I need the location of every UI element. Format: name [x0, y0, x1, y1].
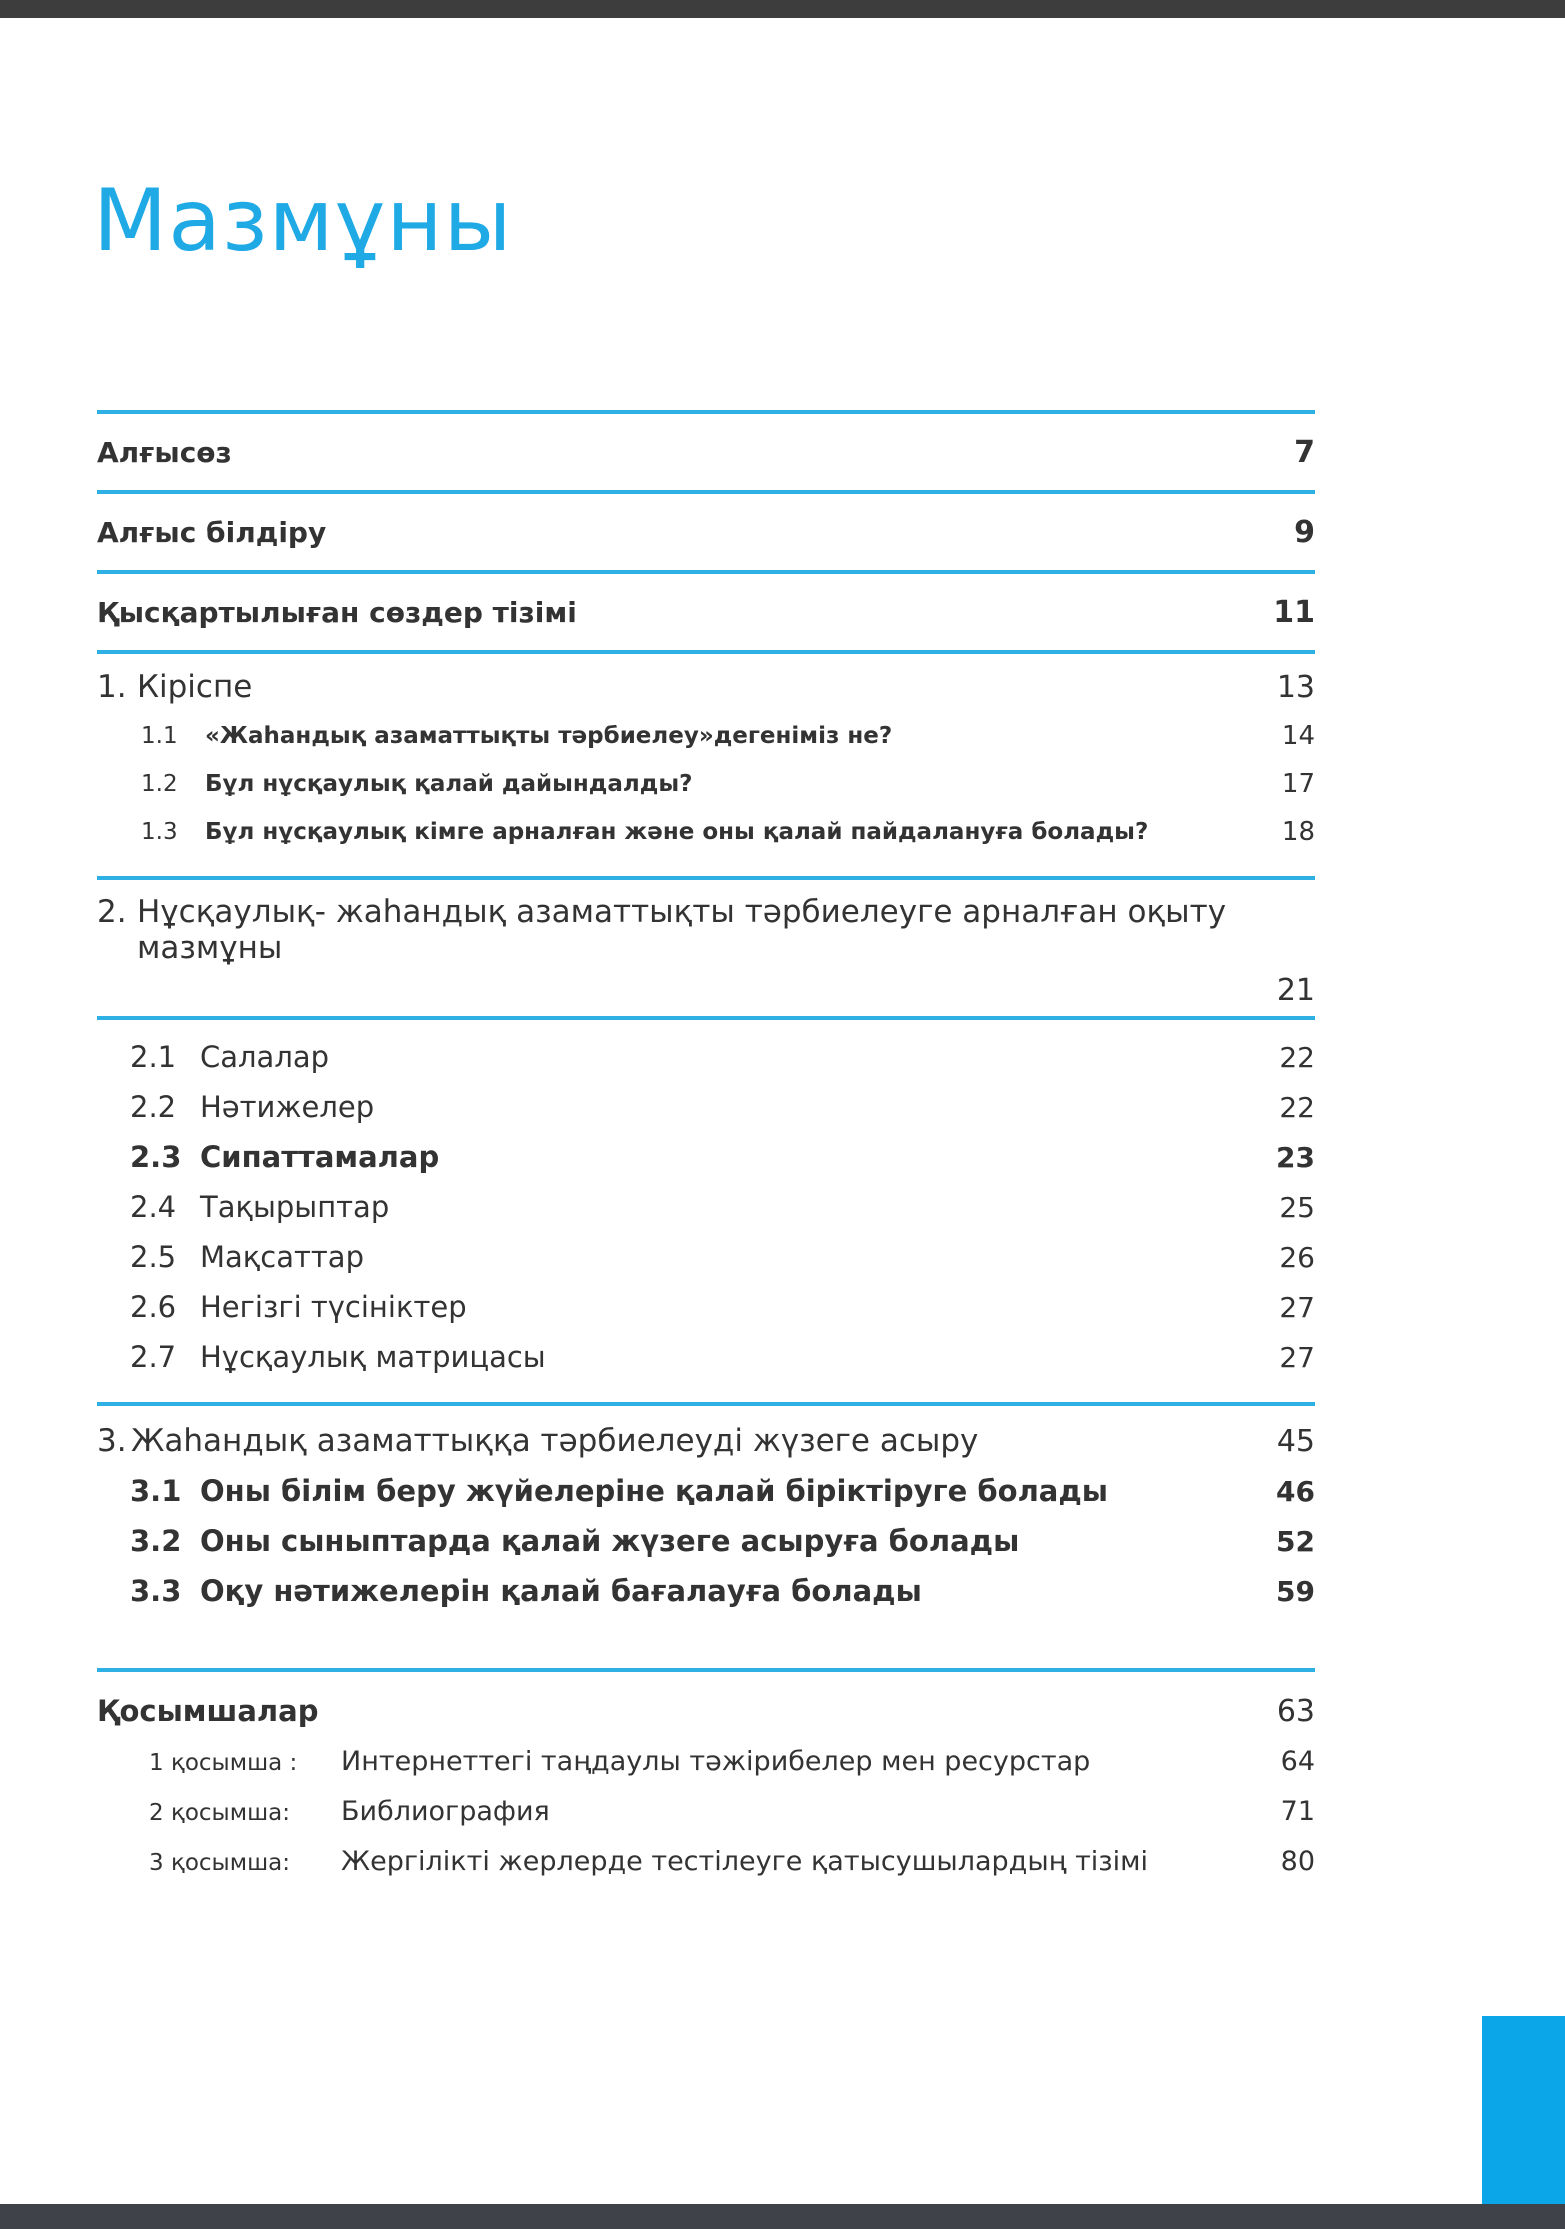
toc-subentry[interactable] [97, 1032, 1315, 1082]
toc-entry-page: 80 [1280, 1845, 1315, 1877]
toc-subentry[interactable] [97, 1282, 1315, 1332]
toc-entry-page: 26 [1279, 1240, 1315, 1274]
toc-entry-page: 17 [1281, 769, 1315, 799]
appendix-title: Жергілікті жерлерде тестілеуге қатысушылардың тізімі [341, 1845, 1149, 1877]
toc-appendices[interactable] [97, 1686, 1315, 1736]
toc-entry-label: Қысқартылыған сөздер тізімі [97, 595, 577, 629]
section-title: Сипаттамалар [200, 1140, 440, 1174]
top-rule [0, 0, 1565, 18]
toc-divider [97, 650, 1315, 654]
toc-subentry[interactable] [97, 1132, 1315, 1182]
chapter-title: Кіріспе [137, 669, 253, 705]
toc-entry-page: 13 [1276, 669, 1315, 705]
toc-entry-page: 7 [1294, 434, 1315, 470]
toc-entry-page: 27 [1279, 1340, 1315, 1374]
toc-entry-page: 63 [1276, 1693, 1315, 1729]
toc-subentry[interactable] [97, 1836, 1315, 1886]
section-title: Бұл нұсқаулық кімге арналған және оны қалай пайдалануға болады? [205, 819, 1149, 845]
toc-subentry[interactable] [97, 1786, 1315, 1836]
toc-entry-page: 45 [1276, 1423, 1315, 1459]
toc-divider [97, 1016, 1315, 1020]
section-number: 1.3 [141, 819, 178, 845]
toc-entry-page: 18 [1281, 817, 1315, 847]
toc-subentry[interactable] [97, 1332, 1315, 1382]
toc-entry-page: 21 [1276, 973, 1315, 1008]
section-title: Нәтижелер [200, 1090, 375, 1124]
toc-entry-abbreviations[interactable] [97, 574, 1315, 650]
section-number: 3.3 [130, 1574, 182, 1608]
toc-subentry[interactable] [97, 760, 1315, 808]
section-title: Оны білім беру жүйелеріне қалай біріктіруге болады [200, 1474, 1109, 1508]
toc-entry-page: 11 [1273, 594, 1315, 630]
appendices-title: Қосымшалар [97, 1694, 319, 1728]
toc-subentry[interactable] [97, 1516, 1315, 1566]
toc-subentry[interactable] [97, 1082, 1315, 1132]
toc-subentry[interactable] [97, 1466, 1315, 1516]
toc-entry-page: 64 [1280, 1745, 1315, 1777]
appendix-title: Библиография [341, 1795, 550, 1827]
page-title: Мазмұны [93, 171, 513, 271]
toc-subentry[interactable] [97, 1736, 1315, 1786]
toc-subentry[interactable] [97, 808, 1315, 856]
toc-entry-page: 71 [1280, 1795, 1315, 1827]
section-number: 2.1 [130, 1040, 177, 1074]
section-number: 2.4 [130, 1190, 177, 1224]
appendix-number: 1 қосымша : [149, 1749, 298, 1776]
toc-subentry[interactable] [97, 1182, 1315, 1232]
appendix-number: 2 қосымша: [149, 1799, 290, 1826]
toc-entry-acknowledgements[interactable] [97, 494, 1315, 570]
chapter-number: 3. [97, 1423, 127, 1459]
section-number: 2.6 [130, 1290, 177, 1324]
section-number: 2.2 [130, 1090, 177, 1124]
toc-entry-page: 27 [1279, 1290, 1315, 1324]
page-side-tab [1482, 2016, 1565, 2204]
section-number: 3.1 [130, 1474, 182, 1508]
chapter-number: 2. [97, 894, 127, 930]
section-title: Нұсқаулық матрицасы [200, 1340, 546, 1374]
toc-entry-page: 59 [1276, 1574, 1315, 1608]
toc-chapter-2[interactable] [97, 880, 1315, 1016]
section-title: Мақсаттар [200, 1240, 364, 1274]
chapter-title: Нұсқаулық- жаһандық азаматтықты тәрбиелеуге арналған оқыту [137, 894, 1227, 930]
toc-entry-page: 23 [1276, 1140, 1315, 1174]
toc-entry-page: 25 [1279, 1190, 1315, 1224]
section-title: «Жаһандық азаматтықты тәрбиелеу»дегеніміз не? [205, 723, 893, 749]
section-number: 2.3 [130, 1140, 182, 1174]
toc-subentry[interactable] [97, 712, 1315, 760]
section-number: 3.2 [130, 1524, 182, 1558]
toc-entry-label: Алғыс білдіру [97, 515, 327, 549]
toc-entry-page: 14 [1281, 721, 1315, 751]
appendix-number: 3 қосымша: [149, 1849, 290, 1876]
section-title: Негізгі түсініктер [200, 1290, 467, 1324]
toc-subentry[interactable] [97, 1566, 1315, 1616]
toc-entry-page: 22 [1279, 1040, 1315, 1074]
toc-entry-foreword[interactable] [97, 414, 1315, 490]
chapter-title-continued: мазмұны [137, 930, 283, 966]
toc-entry-page: 22 [1279, 1090, 1315, 1124]
toc-chapter-3[interactable] [97, 1416, 1315, 1466]
toc-entry-page: 52 [1276, 1524, 1315, 1558]
section-number: 1.2 [141, 771, 178, 797]
appendix-title: Интернеттегі таңдаулы тәжірибелер мен ресурстар [341, 1745, 1091, 1777]
table-of-contents [97, 410, 1315, 1886]
bottom-bar [0, 2204, 1565, 2229]
section-title: Бұл нұсқаулық қалай дайындалды? [205, 771, 693, 797]
section-title: Оны сыныптарда қалай жүзеге асыруға болады [200, 1524, 1020, 1558]
section-title: Оқу нәтижелерін қалай бағалауға болады [200, 1574, 922, 1608]
section-number: 1.1 [141, 723, 178, 749]
toc-chapter-1[interactable] [97, 662, 1315, 712]
section-title: Тақырыптар [200, 1190, 390, 1224]
chapter-number: 1. [97, 669, 127, 705]
chapter-title: Жаһандық азаматтыққа тәрбиелеуді жүзеге асыру [131, 1423, 979, 1459]
toc-divider [97, 1402, 1315, 1406]
section-number: 2.5 [130, 1240, 177, 1274]
section-title: Салалар [200, 1040, 330, 1074]
toc-entry-page: 46 [1276, 1474, 1315, 1508]
toc-entry-page: 9 [1294, 514, 1315, 550]
toc-divider [97, 1668, 1315, 1672]
toc-subentry[interactable] [97, 1232, 1315, 1282]
section-number: 2.7 [130, 1340, 177, 1374]
toc-entry-label: Алғысөз [97, 435, 232, 469]
